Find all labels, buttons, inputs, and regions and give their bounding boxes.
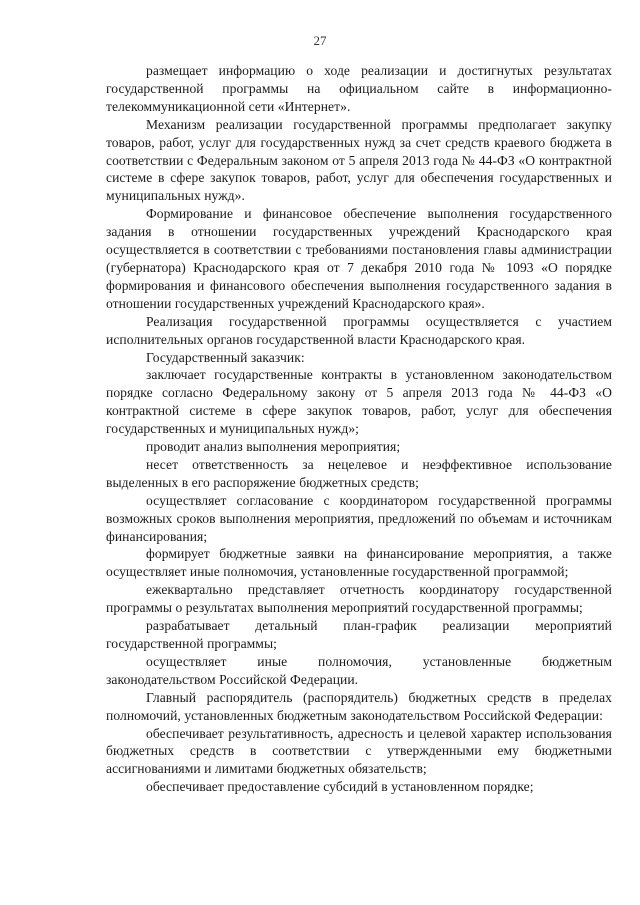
paragraph-budget-requests: формирует бюджетные заявки на финансирование мероприятия, а также осуществляет иные полномочия, установленные государственной программой; [106, 546, 612, 580]
paragraph-quarterly-reporting: ежеквартально представляет отчетность координатору государственной программы о результатах выполнения мероприятий государственной программы; [106, 582, 612, 616]
paragraph-other-powers: осуществляет иные полномочия, установленные бюджетным законодательством Российской Федерации. [106, 653, 612, 687]
paragraph-executive-bodies: Реализация государственной программы осуществляется с участием исполнительных органов государственной власти Краснодарского края. [106, 313, 612, 347]
paragraph-website-info: размещает информацию о ходе реализации и достигнутых результатах государственной программы на официальном сайте в информационно-телекоммуникационной сети «Интернет». [106, 63, 612, 114]
paragraph-analysis: проводит анализ выполнения мероприятия; [146, 439, 401, 455]
page-number: 27 [313, 33, 327, 48]
paragraph-state-customer-heading: Государственный заказчик: [146, 349, 305, 365]
paragraph-subsidies: обеспечивает предоставление субсидий в установленном порядке; [146, 779, 534, 795]
document-body [106, 62, 612, 796]
paragraph-procurement-mechanism: Механизм реализации государственной программы предполагает закупку товаров, работ, услуг для государственных нужд за счет средств краевого бюджета в соответствии с Федеральным законом от 5 апреля 2013 года № 44-ФЗ «О контрактной системе в сфере закупок товаров, работ, услуг для обеспечения государственных и муниципальных нужд». [106, 116, 612, 204]
paragraph-effectiveness: обеспечивает результативность, адресность и целевой характер использования бюджетных средств в соответствии с утвержденными ему бюджетными ассигнованиями и лимитами бюджетных обязательств; [106, 725, 612, 777]
paragraph-responsibility: несет ответственность за нецелевое и неэффективное использование выделенных в его распоряжение бюджетных средств; [106, 456, 612, 490]
paragraph-state-assignment: Формирование и финансовое обеспечение выполнения государственного задания в отношении государственных учреждений Краснодарского края осуществляется в соответствии с требованиями постановления главы администрации (губернатора) Краснодарского края от 7 декабря 2010 года № 1093 «О порядке формирования и финансового обеспечения выполнения государственного задания в отношении государственных учреждений Краснодарского края». [106, 206, 612, 311]
paragraph-chief-manager: Главный распорядитель (распорядитель) бюджетных средств в пределах полномочий, установленных бюджетным законодательством Российской Федерации: [106, 689, 612, 723]
paragraph-coordination: осуществляет согласование с координатором государственной программы возможных сроков выполнения мероприятия, предложений по объемам и источникам финансирования; [106, 492, 612, 544]
paragraph-schedule: разрабатывает детальный план-график реализации мероприятий государственной программы; [106, 618, 612, 651]
paragraph-concludes-contracts: заключает государственные контракты в установленном законодательством порядке согласно Федеральному закону от 5 апреля 2013 года № 44-ФЗ «О контрактной системе в сфере закупок товаров, работ, услуг для обеспечения государственных и муниципальных нужд»; [106, 367, 612, 437]
